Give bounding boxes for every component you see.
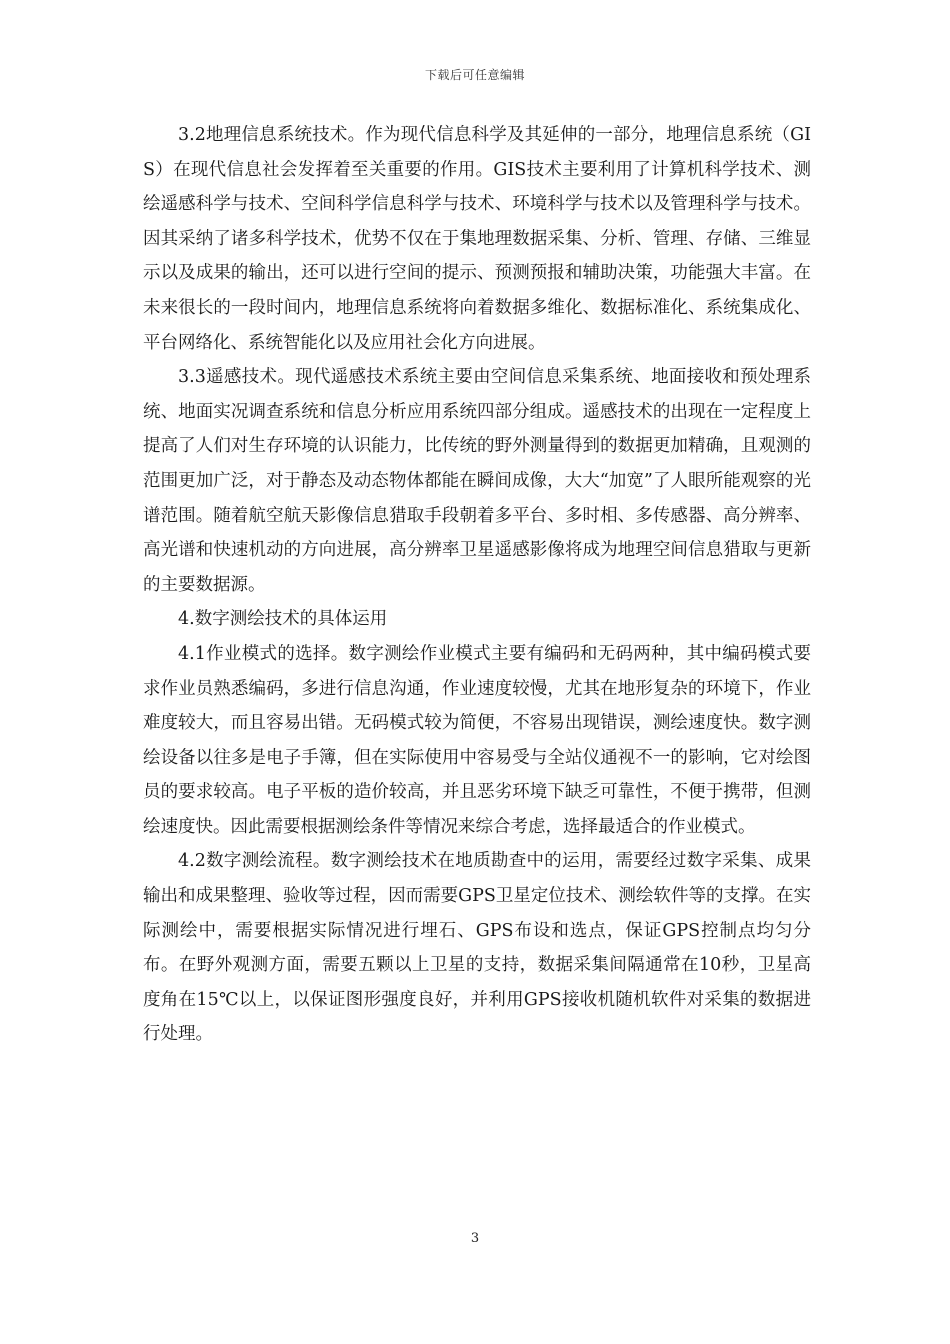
paragraph-work-mode: 4.1作业模式的选择。数字测绘作业模式主要有编码和无码两种，其中编码模式要求作业员熟悉编码，多进行信息沟通，作业速度较慢，尤其在地形复杂的环境下，作业难度较大，而且容易出错。无码模式较为简便，不容易出现错误，测绘速度快。数字测绘设备以往多是电子手簿，但在实际使用中容易受与全站仪通视不一的影响，它对绘图员的要求较高。电子平板的造价较高，并且恶劣环境下缺乏可靠性，不便于携带，但测绘速度快。因此需要根据测绘条件等情况来综合考虑，选择最适合的作业模式。 bbox=[143, 643, 811, 837]
section-heading-applications: 4.数字测绘技术的具体运用 bbox=[178, 609, 388, 630]
paragraph-workflow: 4.2数字测绘流程。数字测绘技术在地质勘查中的运用，需要经过数字采集、成果输出和成果整理、验收等过程，因而需要GPS卫星定位技术、测绘软件等的支撑。在实际测绘中，需要根据实际情况进行埋石、GPS布设和选点，保证GPS控制点均匀分布。在野外观测方面，需要五颗以上卫星的支持，数据采集间隔通常在10秒，卫星高度角在15℃以上，以保证图形强度良好，并利用GPS接收机随机软件对采集的数据进行处理。 bbox=[143, 851, 811, 1045]
paragraph-remote-sensing: 3.3遥感技术。现代遥感技术系统主要由空间信息采集系统、地面接收和预处理系统、地面实况调查系统和信息分析应用系统四部分组成。遥感技术的出现在一定程度上提高了人们对生存环境的认识能力，比传统的野外测量得到的数据更加精确，且观测的范围更加广泛，对于静态及动态物体都能在瞬间成像，大大“加宽”了人眼所能观察的光谱范围。随着航空航天影像信息猎取手段朝着多平台、多时相、多传感器、高分辨率、高光谱和快速机动的方向进展，高分辨率卫星遥感影像将成为地理空间信息猎取与更新的主要数据源。 bbox=[143, 367, 811, 595]
page-number: 3 bbox=[470, 1231, 480, 1246]
document-body bbox=[143, 118, 811, 1052]
paragraph-gis: 3.2地理信息系统技术。作为现代信息科学及其延伸的一部分，地理信息系统（GIS）在现代信息社会发挥着至关重要的作用。GIS技术主要利用了计算机科学技术、测绘遥感科学与技术、空间科学信息科学与技术、环境科学与技术以及管理科学与技术。因其采纳了诸多科学技术，优势不仅在于集地理数据采集、分析、管理、存储、三维显示以及成果的输出，还可以进行空间的提示、预测预报和辅助决策，功能强大丰富。在未来很长的一段时间内，地理信息系统将向着数据多维化、数据标准化、系统集成化、平台网络化、系统智能化以及应用社会化方向进展。 bbox=[143, 125, 811, 353]
page-header: 下载后可任意编辑 bbox=[424, 68, 525, 82]
